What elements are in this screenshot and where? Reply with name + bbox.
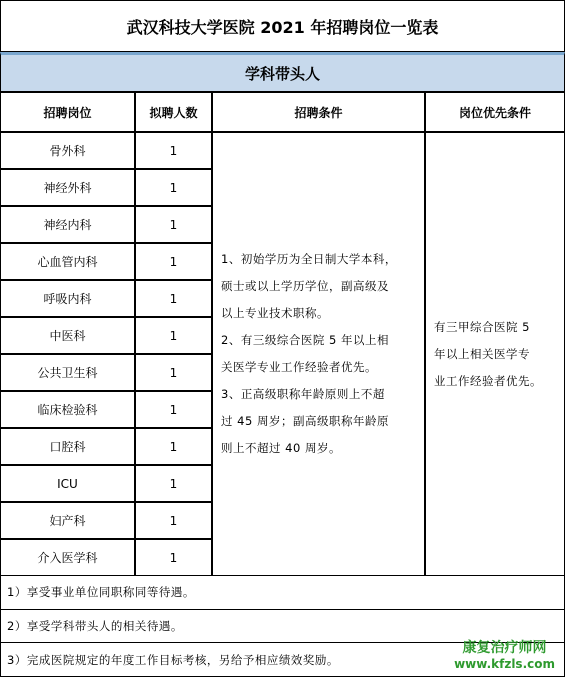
section-header: 学科带头人: [0, 52, 565, 92]
watermark-name: 康复治疗师网: [462, 640, 547, 656]
table-row-count: 1: [135, 317, 212, 354]
table-title: 武汉科技大学医院 2021 年招聘岗位一览表: [0, 0, 565, 52]
table-row-count: 1: [135, 206, 212, 243]
table-row-post: 神经外科: [0, 169, 135, 206]
table-row-post: 中医科: [0, 317, 135, 354]
priority-line: 年以上相关医学专: [434, 346, 530, 361]
table-row-post: 呼吸内科: [0, 280, 135, 317]
header-priority: 岗位优先条件: [425, 92, 565, 132]
table-row-post: 妇产科: [0, 502, 135, 539]
table-row-count: 1: [135, 465, 212, 502]
table-row-count: 1: [135, 502, 212, 539]
condition-line: 2、有三级综合医院 5 年以上相: [221, 333, 389, 347]
table-row-count: 1: [135, 354, 212, 391]
table-row-count: 1: [135, 539, 212, 576]
priority-cell: [425, 132, 565, 576]
table-row-post: 心血管内科: [0, 243, 135, 280]
condition-line: 硕士或以上学历学位，副高级及: [221, 279, 389, 293]
header-post: 招聘岗位: [0, 92, 135, 132]
condition-line: 3、正高级职称年龄原则上不超: [221, 387, 385, 401]
header-count: 拟聘人数: [135, 92, 212, 132]
condition-line: 过 45 周岁；副高级职称年龄原: [221, 414, 389, 428]
table-row-post: 神经内科: [0, 206, 135, 243]
note-1: 1）享受事业单位同职称同等待遇。: [0, 576, 565, 610]
table-row-post: ICU: [0, 465, 135, 502]
note-3: 3）完成医院规定的年度工作目标考核，另给予相应绩效奖励。: [0, 643, 565, 677]
watermark: [454, 640, 555, 672]
condition-line: 1、初始学历为全日制大学本科，: [221, 252, 397, 266]
table-row-count: 1: [135, 391, 212, 428]
table-row-count: 1: [135, 243, 212, 280]
table-row-post: 临床检验科: [0, 391, 135, 428]
table-row-post: 公共卫生科: [0, 354, 135, 391]
table-row-post: 骨外科: [0, 132, 135, 169]
table-row-post: 介入医学科: [0, 539, 135, 576]
table-row-count: 1: [135, 428, 212, 465]
table-row-count: 1: [135, 169, 212, 206]
table-row-count: 1: [135, 280, 212, 317]
condition-line: 则上不超过 40 周岁。: [221, 441, 341, 455]
header-conditions: 招聘条件: [212, 92, 425, 132]
priority-line: 业工作经验者优先。: [434, 373, 542, 388]
priority-line: 有三甲综合医院 5: [434, 319, 530, 334]
table-row-post: 口腔科: [0, 428, 135, 465]
condition-line: 以上专业技术职称。: [221, 306, 329, 320]
table-row-count: 1: [135, 132, 212, 169]
note-2: 2）享受学科带头人的相关待遇。: [0, 610, 565, 644]
watermark-url: www.kfzls.com: [454, 657, 555, 671]
conditions-cell: [212, 132, 425, 576]
condition-line: 关医学专业工作经验者优先。: [221, 360, 377, 374]
